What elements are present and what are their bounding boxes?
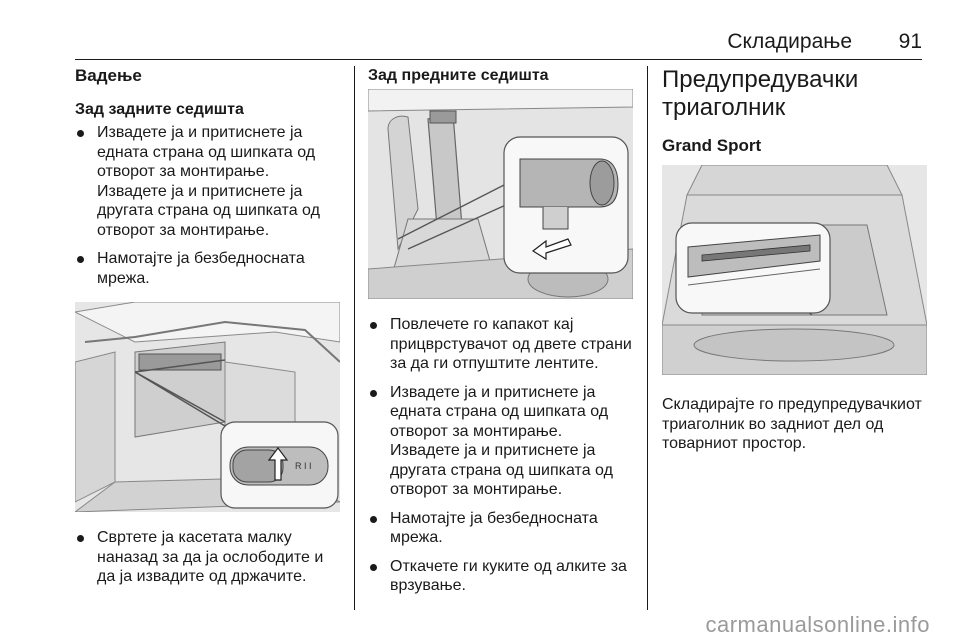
list-item-text: Извадете ја и притиснете ја едната страна од шипката од отворот за монтирање. Извадете ја и притиснете ја другата страна од шипката од отворот за монтирање.: [97, 124, 320, 239]
svg-text:R I I: R I I: [295, 461, 312, 471]
list-item-text: Откачете ги куките од алките за врзување.: [390, 557, 627, 594]
sub-title-grand-sport: Grand Sport: [662, 136, 762, 155]
list-item-text: Свртете ја касетата малку наназад за да ја ослободите и да ја извадите од држачите.: [97, 529, 324, 585]
watermark: carmanualsonline.info: [705, 612, 930, 637]
column-divider-1: [354, 66, 355, 610]
column-3: [662, 66, 927, 454]
bullet-list: [368, 315, 633, 596]
bullet-icon: [370, 564, 377, 571]
header-rule: [75, 59, 922, 60]
list-item: [75, 123, 340, 240]
page-number: 91: [898, 30, 922, 53]
sub-title-rear-seats: Зад задните седишта: [75, 101, 244, 118]
list-item: [368, 557, 633, 596]
column-1: [75, 66, 340, 596]
illustration-rear-cargo-net: [75, 302, 340, 512]
list-item-text: Намотајте ја безбедносната мрежа.: [97, 250, 305, 287]
list-item-text: Извадете ја и притиснете ја едната страна од шипката од отворот за монтирање. Извадете ја и притиснете ја другата страна од шипката од отворот за монтирање.: [390, 383, 613, 498]
paragraph-storage: Складирајте го предупредувачкиот триаголник во задниот дел од товарниот простор.: [662, 396, 922, 452]
list-item: [368, 383, 633, 500]
column-2: [368, 66, 633, 605]
bullet-list-top: [75, 123, 340, 288]
list-item: [75, 249, 340, 288]
bullet-icon: [370, 516, 377, 523]
sub-title-front-seats: Зад предните седишта: [368, 67, 549, 84]
list-item-text: Повлечете го капакот кај прицврстувачот од двете страни за да ги отпуштите лентите.: [390, 316, 632, 372]
section-title: Вадење: [75, 66, 142, 85]
illustration-warning-triangle: [662, 165, 927, 375]
column-divider-2: [647, 66, 648, 610]
header-title: Складирање: [727, 30, 852, 53]
bullet-list-bottom: [75, 528, 340, 587]
list-item: [368, 315, 633, 374]
bullet-icon: [370, 322, 377, 329]
page-section-title: Предупредувачки триаголник: [662, 66, 859, 121]
bullet-icon: [77, 130, 84, 137]
bullet-icon: [370, 390, 377, 397]
list-item: [75, 528, 340, 587]
bullet-icon: [77, 535, 84, 542]
list-item: [368, 509, 633, 548]
illustration-front-seat-net: [368, 89, 633, 299]
bullet-icon: [77, 256, 84, 263]
list-item-text: Намотајте ја безбедносната мрежа.: [390, 509, 598, 546]
page-header: [0, 0, 960, 60]
